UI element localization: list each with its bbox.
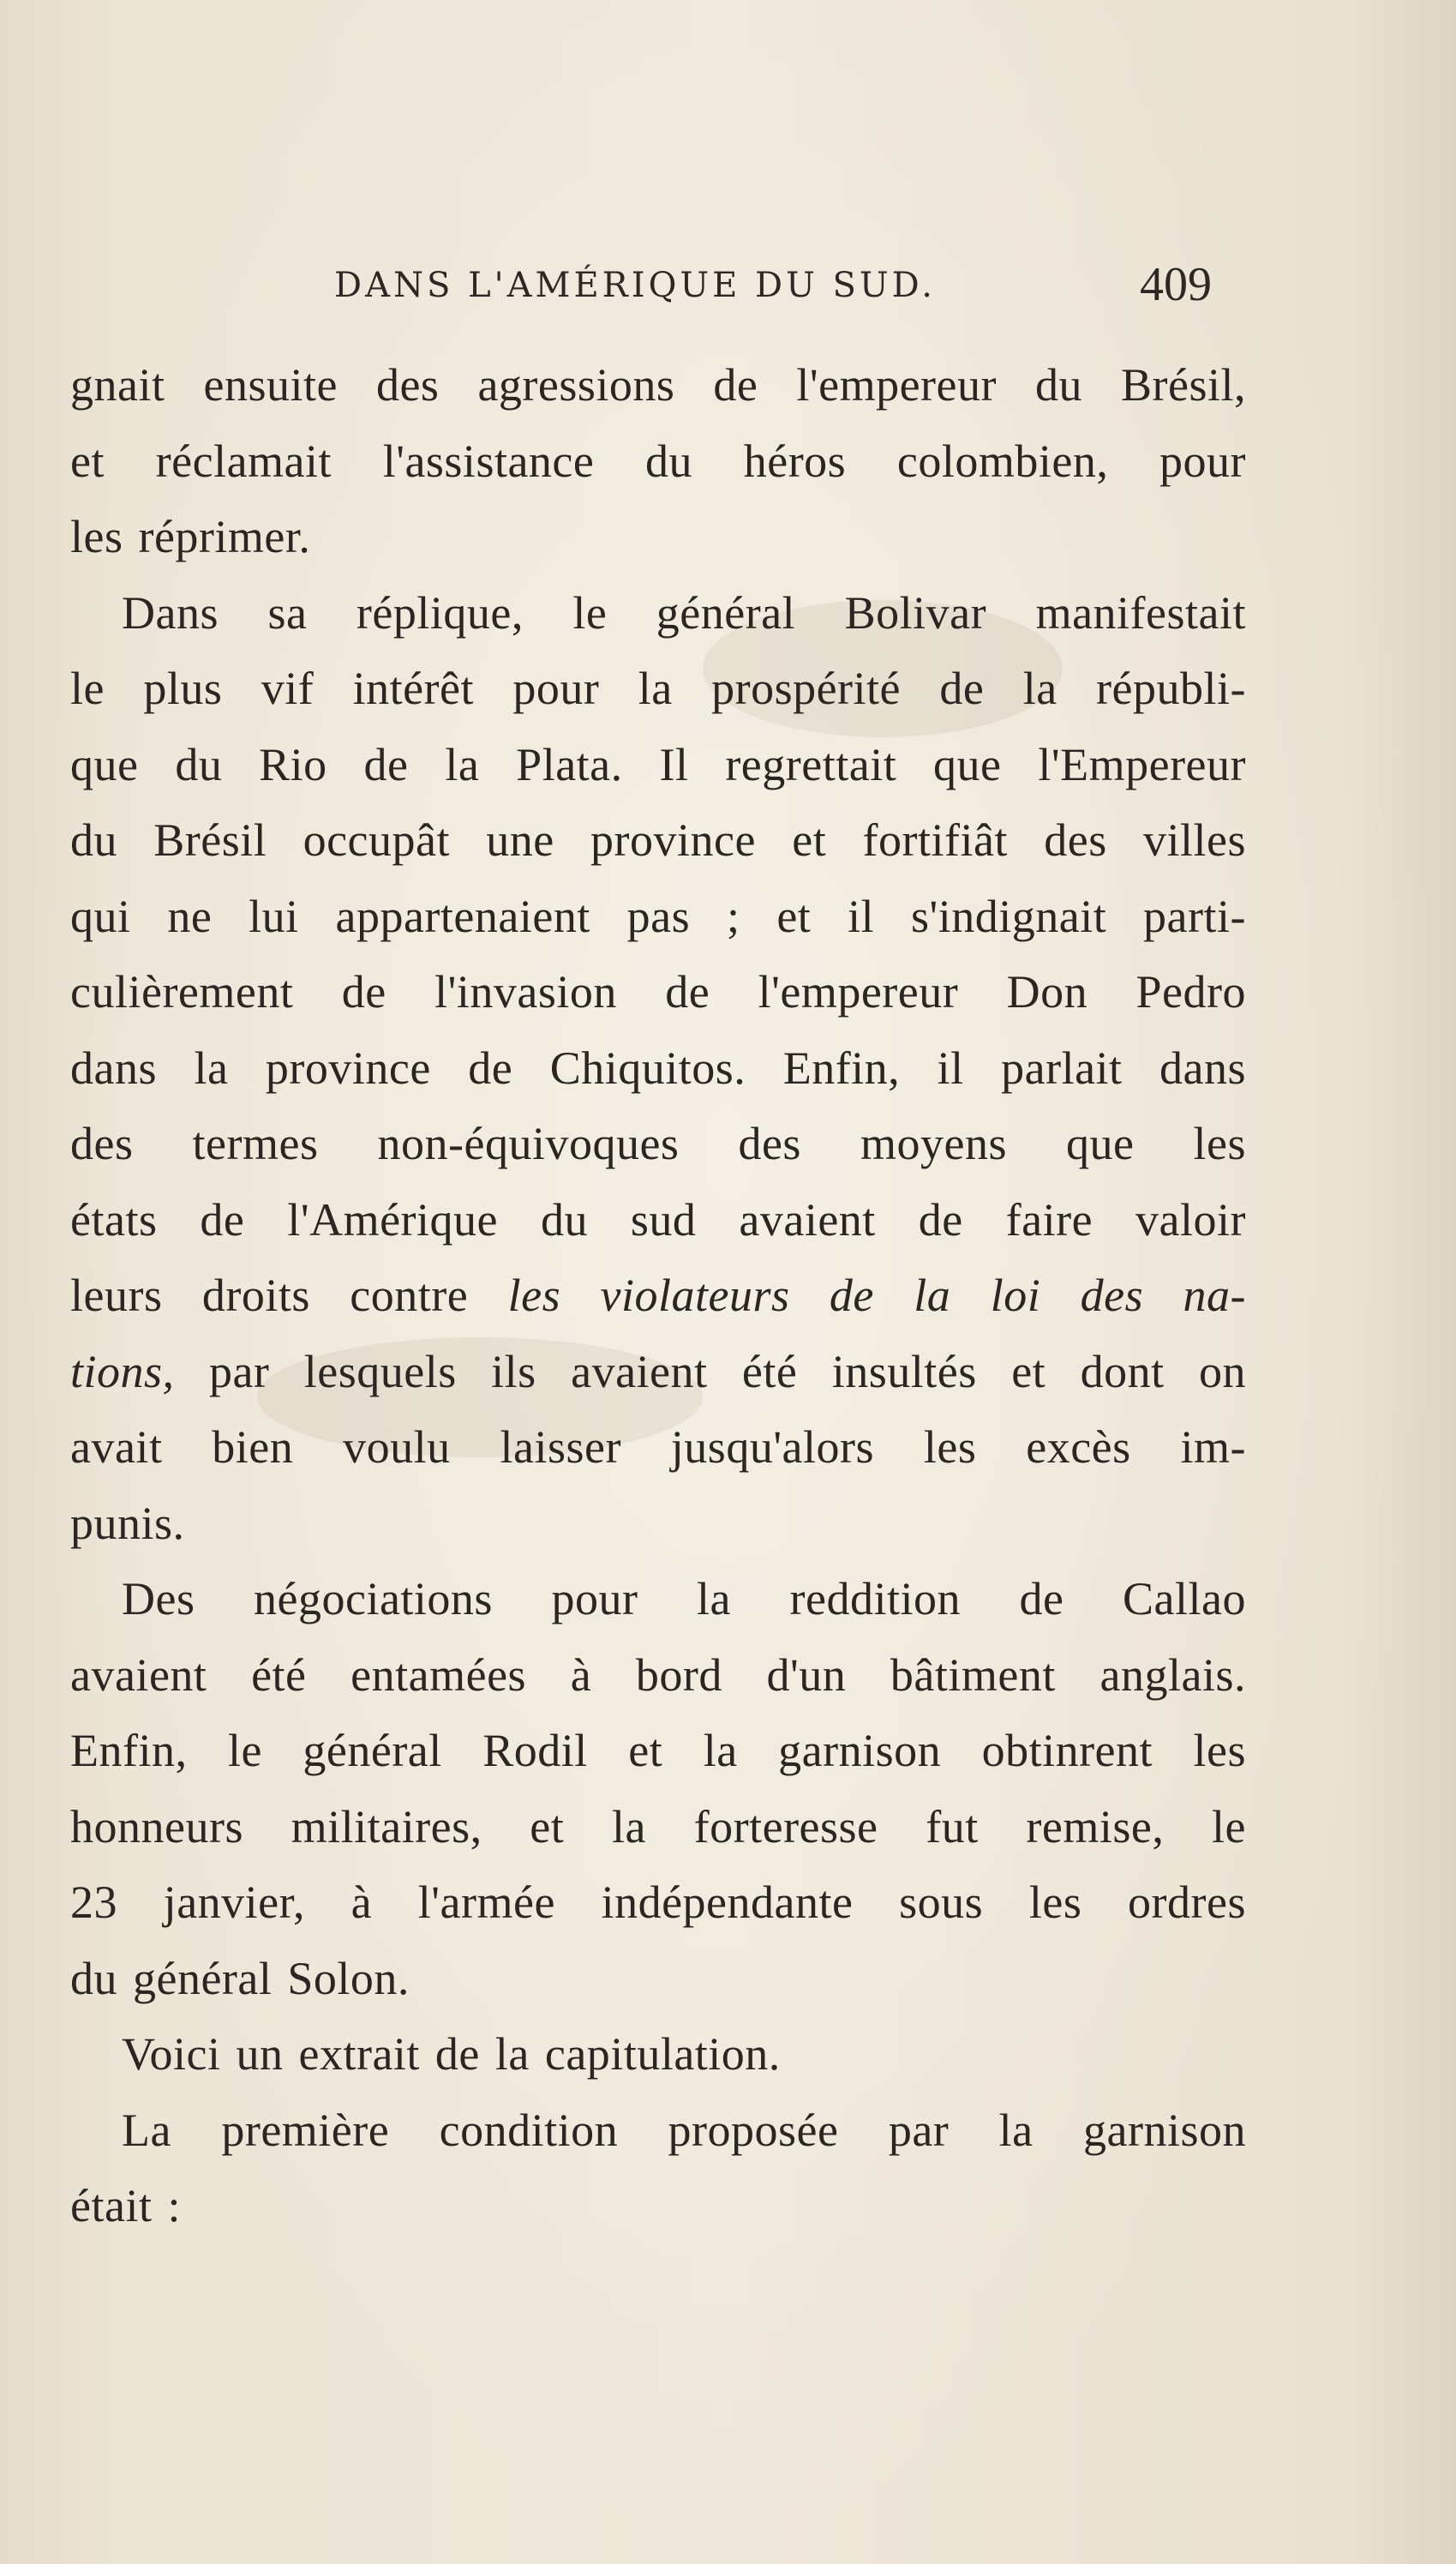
text-line: et réclamait l'assistance du héros colombien, pour bbox=[70, 435, 1246, 487]
italic-span: tions, bbox=[70, 1345, 175, 1397]
text-line: états de l'Amérique du sud avaient de faire valoir bbox=[70, 1193, 1246, 1246]
text-line: Enfin, le général Rodil et la garnison obtinrent les bbox=[70, 1725, 1246, 1776]
text-line: gnait ensuite des agressions de l'empereur du Brésil, bbox=[70, 359, 1246, 411]
text-line bbox=[70, 1334, 1246, 1410]
text-line: Des négociations pour la reddition de Callao bbox=[122, 1573, 1246, 1624]
text-line: La première condition proposée par la garnison bbox=[122, 2104, 1246, 2156]
page-number: 409 bbox=[1140, 258, 1212, 311]
text-line: qui ne lui appartenaient pas ; et il s'indignait parti- bbox=[70, 890, 1246, 942]
text-line: du général Solon. bbox=[70, 1952, 410, 2004]
running-title: DANS L'AMÉRIQUE DU SUD. bbox=[334, 266, 936, 305]
text-line: était : bbox=[70, 2180, 181, 2231]
text-line: les réprimer. bbox=[70, 511, 311, 562]
text-line: Dans sa réplique, le général Bolivar manifestait bbox=[122, 586, 1246, 639]
roman-span: leurs droits contre bbox=[70, 1270, 508, 1321]
text-line: avaient été entamées à bord d'un bâtiment anglais. bbox=[70, 1648, 1246, 1701]
text-line: avait bien voulu laisser jusqu'alors les excès im- bbox=[70, 1421, 1246, 1473]
text-line: dans la province de Chiquitos. Enfin, il parlait dans bbox=[70, 1042, 1246, 1094]
text-line: des termes non-équivoques des moyens que les bbox=[70, 1118, 1246, 1169]
text-line: punis. bbox=[70, 1497, 185, 1549]
text-line bbox=[70, 1258, 1246, 1334]
text-line: 23 janvier, à l'armée indépendante sous les ordres bbox=[70, 1876, 1246, 1928]
running-head bbox=[69, 258, 1234, 314]
text-line: honneurs militaires, et la forteresse fut remise, le bbox=[70, 1800, 1246, 1852]
roman-span: par lesquels ils avaient été insultés et dont on bbox=[174, 1345, 1246, 1397]
text-line: culièrement de l'invasion de l'empereur Don Pedro bbox=[70, 966, 1246, 1018]
body-text bbox=[70, 347, 1246, 2244]
italic-span: les violateurs de la loi des na- bbox=[507, 1270, 1246, 1321]
text-line: que du Rio de la Plata. Il regrettait que l'Empereur bbox=[70, 738, 1246, 790]
text-line: du Brésil occupât une province et fortifiât des villes bbox=[70, 814, 1246, 866]
text-line: le plus vif intérêt pour la prospérité de la républi- bbox=[70, 663, 1246, 714]
text-line: Voici un extrait de la capitulation. bbox=[122, 2028, 781, 2080]
